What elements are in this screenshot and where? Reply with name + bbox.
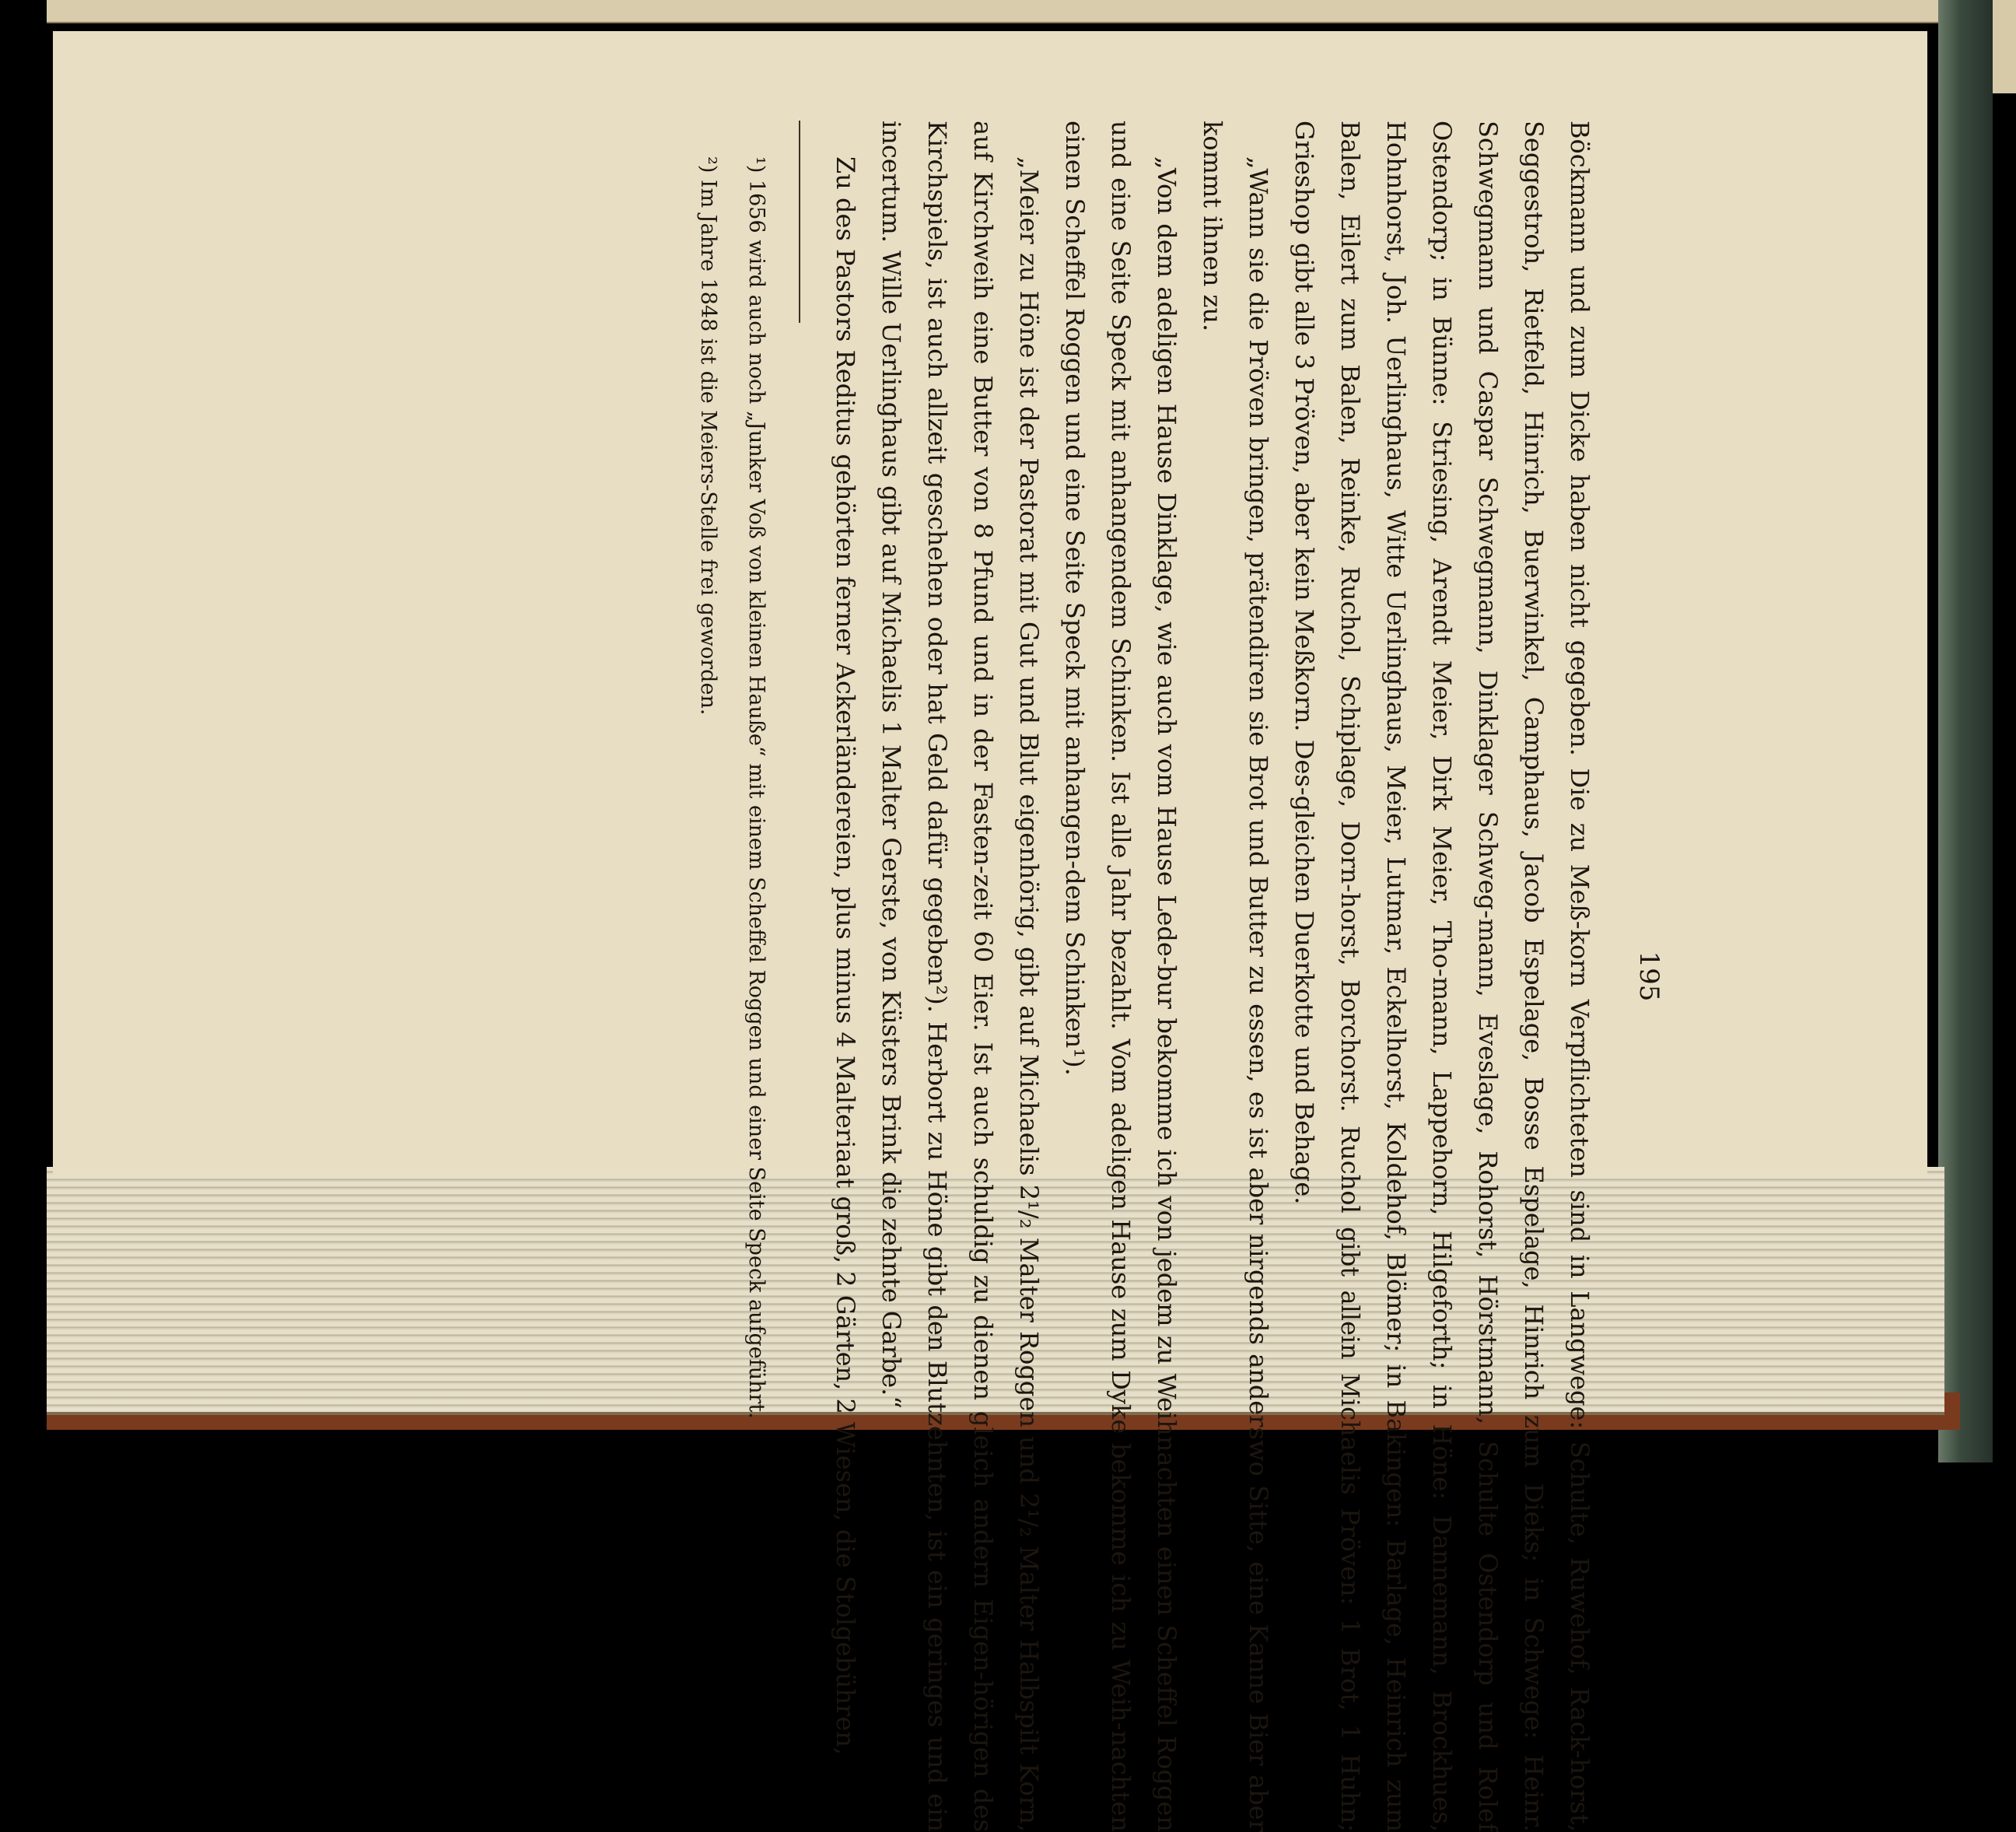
footnote-1: ¹) 1656 wird auch noch „Junker Voß von kleinen Hauße“ mit einem Scheffel Roggen und einer Seite Speck aufgeführt. <box>744 156 768 1419</box>
page-number: 195 <box>1633 951 1664 1002</box>
book-spine-cover <box>1938 0 1993 1462</box>
paragraph-proeven: „Wann sie die Pröven bringen, prätendiren sie Brot und Butter zu essen, es ist aber nirgends anderswo Sitte, eine Kanne Bier aber kommt ihnen zu. <box>1198 121 1273 1832</box>
paragraph-reditus: Zu des Pastors Reditus gehörten ferner Ackerländereien, plus minus 4 Malteriaat groß, 2 Gärten, 2 Wiesen, die Stolgebühren, <box>831 156 860 1756</box>
paragraph-meskorn: Böckmann und zum Dicke haben nicht gegeben. Die zu Meß-korn Verpflichteten sind in Langwege: Schulte, Ruwehof, Rack-horst, Seggestroh, Rietfeld, Hinrich, Buerwinkel, Camphaus, Jacob Espelage, Bosse Espelage, Hinrich zum Dieks; in Schwege: Heinr. Schwegmann und Caspar Schwegmann, Dinklager Schweg-mann, Eveslage, Rohorst, Hörstmann, Schulte Ostendorp und Rolef Ostendorp; in Bünne: Striesing, Arendt Meier, Dirk Meier, Tho-mann, Lappehorn, Hilgeforth; in Höne: Dannemann, Brockhues, Hohnhorst, Joh. Uerlinghaus, Witte Uerlinghaus, Meier, Lutmar, Eckelhorst, Koldehof, Blömer; in Bakingen: Barlage, Heinrich zum Balen, Eilert zum Balen, Reinke, Ruchol, Schiplage, Dorn-horst, Borchorst. Ruchol gibt allein Michaelis Pröven: 1 Brot, 1 Huhn; Grieshop gibt alle 3 Pröven, aber kein Meßkorn. Des-gleichen Duerkotte und Behage. <box>1290 121 1594 1832</box>
paragraph-adelige-haeuser: „Von dem adeligen Hause Dinklage, wie auch vom Hause Lede-bur bekomme ich von jedem zu Weihnachten einen Scheffel Roggen und eine Seite Speck mit anhangendem Schinken. Ist alle Jahr bezahlt. Vom adeligen Hause zum Dyke bekomme ich zu Weih-nachten einen Scheffel Roggen und eine Seite Speck mit anhangen-dem Schinken¹). <box>1060 121 1181 1832</box>
previous-page-edge <box>47 0 1944 23</box>
footnote-2: ²) Im Jahre 1848 ist die Meiers-Stelle frei geworden. <box>696 156 720 716</box>
page-text-block <box>280 121 1664 1832</box>
paragraph-meier-zu-hoene: „Meier zu Höne ist der Pastorat mit Gut und Blut eigenhörig, gibt auf Michaelis 2¹/₂ Malter Roggen und 2¹/₂ Malter Halbspilt Korn, auf Kirchweih eine Butter von 8 Pfund und in der Fasten-zeit 60 Eier. Ist auch schuldig zu dienen gleich andern Eigen-hörigen des Kirchspiels, ist auch allzeit geschehen oder hat Geld dafür gegeben²). Herbort zu Höne gibt den Blutzehnten, ist ein geringes und ein incertum. Wille Uerlinghaus gibt auf Michaelis 1 Malter Gerste, von Küsters Brink die zehnte Garbe.“ <box>877 121 1044 1832</box>
footnote-rule <box>799 121 800 323</box>
footnotes <box>684 121 780 1832</box>
